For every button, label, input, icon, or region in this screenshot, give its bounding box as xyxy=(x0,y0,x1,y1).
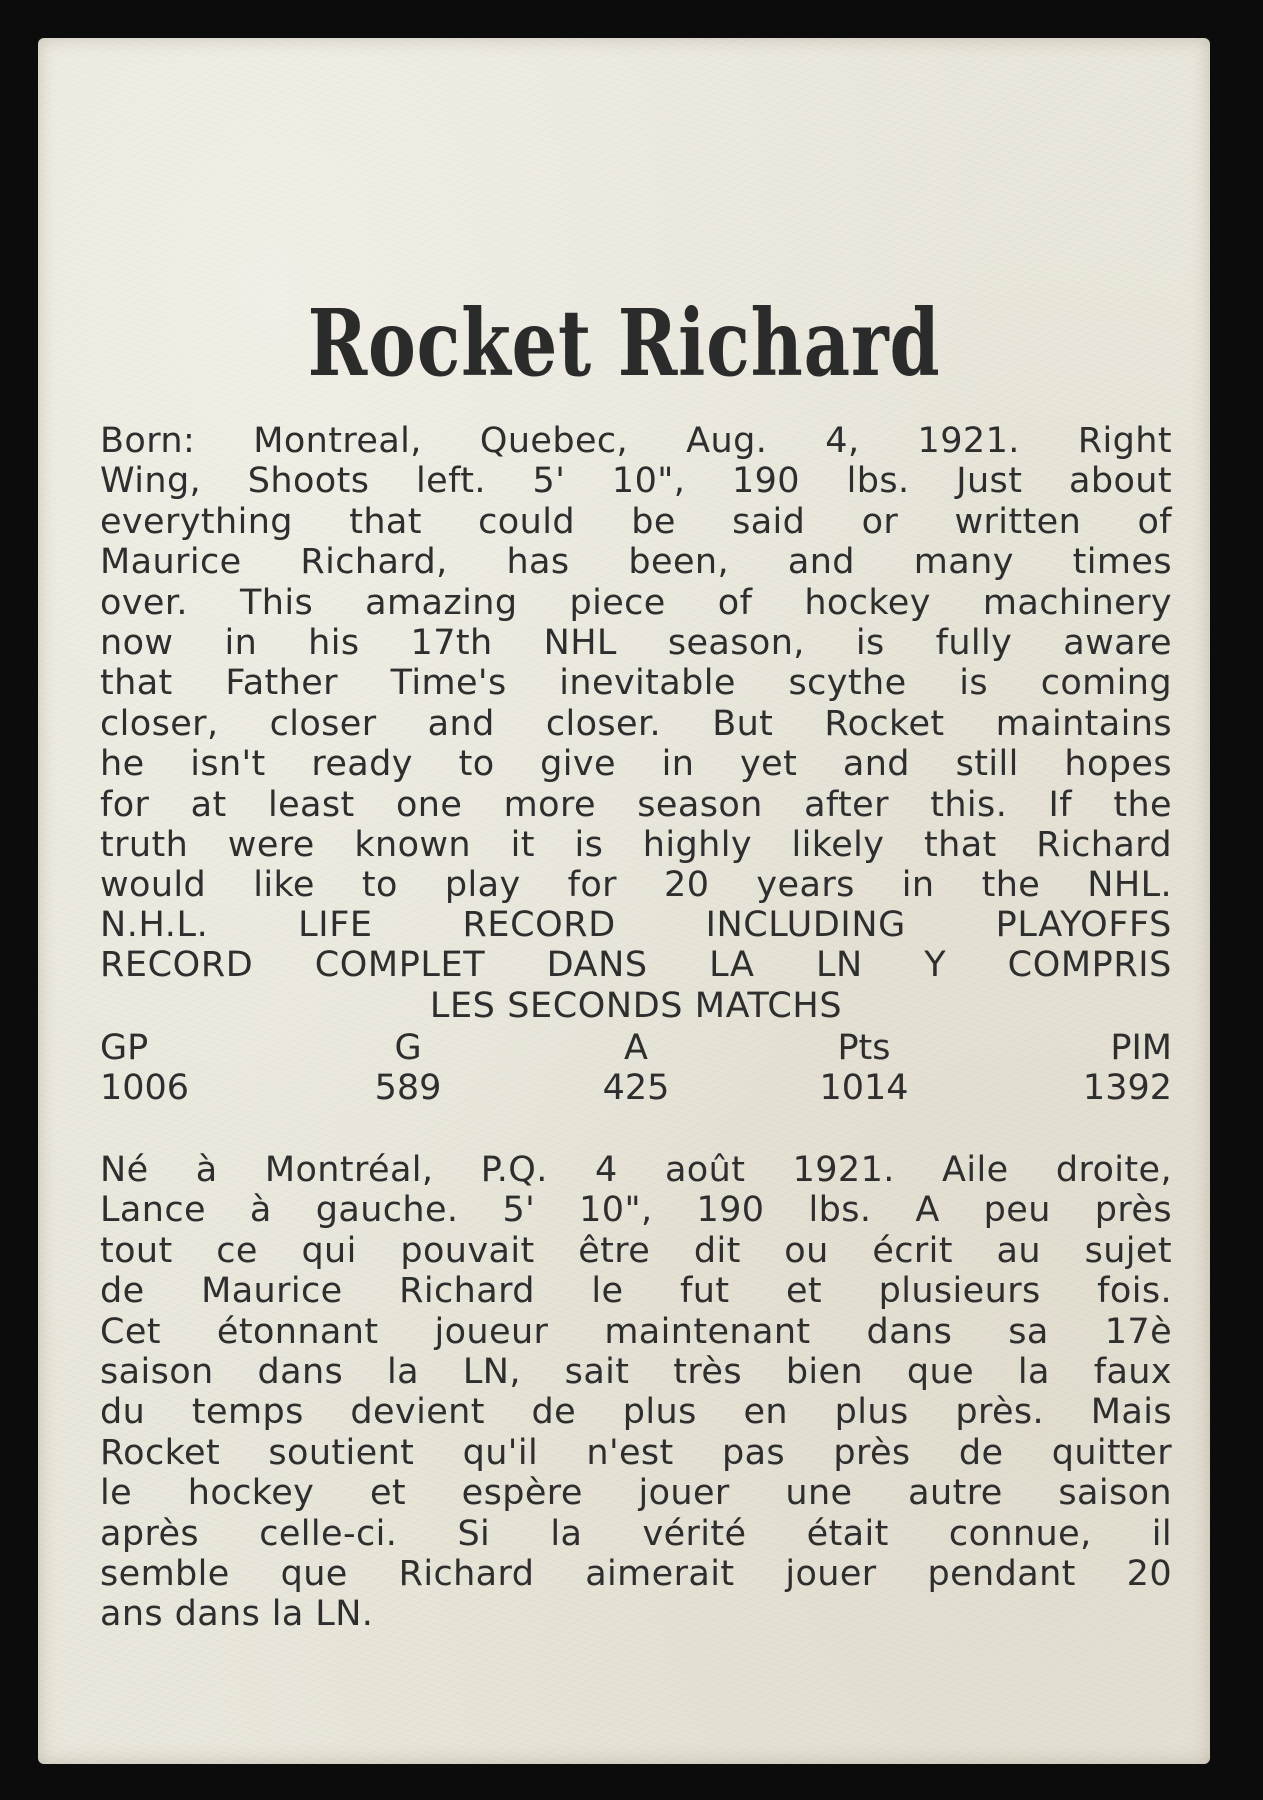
hockey-card-back xyxy=(38,38,1210,1764)
stats-header-row xyxy=(100,1028,1172,1068)
record-heading xyxy=(100,905,1172,1026)
stat-header-a: A xyxy=(624,1028,648,1068)
bio-fr-line: tout ce qui pouvait être dit ou écrit au sujet xyxy=(100,1230,1172,1271)
bio-en-line: now in his 17th NHL season, is fully aware xyxy=(100,623,1172,664)
english-biography xyxy=(100,421,1172,906)
stat-header-pim: PIM xyxy=(1110,1028,1172,1068)
player-name-title: Rocket Richard xyxy=(307,289,941,397)
career-stats-table xyxy=(100,1028,1172,1108)
bio-fr-line: ans dans la LN. xyxy=(100,1594,374,1635)
bio-fr-line: semble que Richard aimerait jouer pendant 20 xyxy=(100,1554,1172,1595)
stat-value-gp: 1006 xyxy=(100,1068,190,1108)
stat-header-pts: Pts xyxy=(837,1028,891,1068)
bio-fr-line: Cet étonnant joueur maintenant dans sa 17è xyxy=(100,1311,1172,1352)
bio-en-line: that Father Time's inevitable scythe is coming xyxy=(100,663,1172,704)
bio-en-line: over. This amazing piece of hockey machinery xyxy=(100,582,1172,623)
bio-fr-line: le hockey et espère jouer une autre saison xyxy=(100,1473,1172,1514)
bio-en-line: for at least one more season after this. If the xyxy=(100,784,1172,825)
french-biography xyxy=(100,1150,1172,1635)
stat-value-pts: 1014 xyxy=(819,1068,909,1108)
bio-fr-line: Lance à gauche. 5' 10", 190 lbs. A peu près xyxy=(100,1190,1172,1231)
bio-en-line: Wing, Shoots left. 5' 10", 190 lbs. Just about xyxy=(100,461,1172,502)
bio-fr-line: du temps devient de plus en plus près. Mais xyxy=(100,1392,1172,1433)
bio-en-line: would like to play for 20 years in the NHL. xyxy=(100,865,1172,906)
stat-value-pim: 1392 xyxy=(1082,1068,1172,1108)
bio-en-line: he isn't ready to give in yet and still hopes xyxy=(100,744,1172,785)
bio-fr-line: saison dans la LN, sait très bien que la faux xyxy=(100,1352,1172,1393)
bio-en-line: truth were known it is highly likely that Richard xyxy=(100,825,1172,866)
bio-en-line: everything that could be said or written of xyxy=(100,501,1172,542)
stat-value-g: 589 xyxy=(374,1068,442,1108)
stat-header-g: G xyxy=(394,1028,422,1068)
bio-fr-line: Rocket soutient qu'il n'est pas près de quitter xyxy=(100,1432,1172,1473)
record-heading-french: RECORD COMPLET DANS LA LN Y COMPRIS xyxy=(100,945,1172,986)
record-heading-english: N.H.L. LIFE RECORD INCLUDING PLAYOFFS xyxy=(100,905,1172,945)
bio-fr-line: de Maurice Richard le fut et plusieurs fois. xyxy=(100,1271,1172,1312)
bio-en-line: closer, closer and closer. But Rocket maintains xyxy=(100,703,1172,744)
bio-en-line: Born: Montreal, Quebec, Aug. 4, 1921. Right xyxy=(100,421,1172,461)
stat-header-gp: GP xyxy=(100,1028,149,1068)
bio-fr-line: Né à Montréal, P.Q. 4 août 1921. Aile droite, xyxy=(100,1150,1172,1190)
bio-fr-line: après celle-ci. Si la vérité était connue, il xyxy=(100,1513,1172,1554)
stats-value-row xyxy=(100,1068,1172,1108)
bio-en-line: Maurice Richard, has been, and many times xyxy=(100,542,1172,583)
record-heading-french-continued: LES SECONDS MATCHS xyxy=(429,985,843,1026)
stat-value-a: 425 xyxy=(602,1068,670,1108)
